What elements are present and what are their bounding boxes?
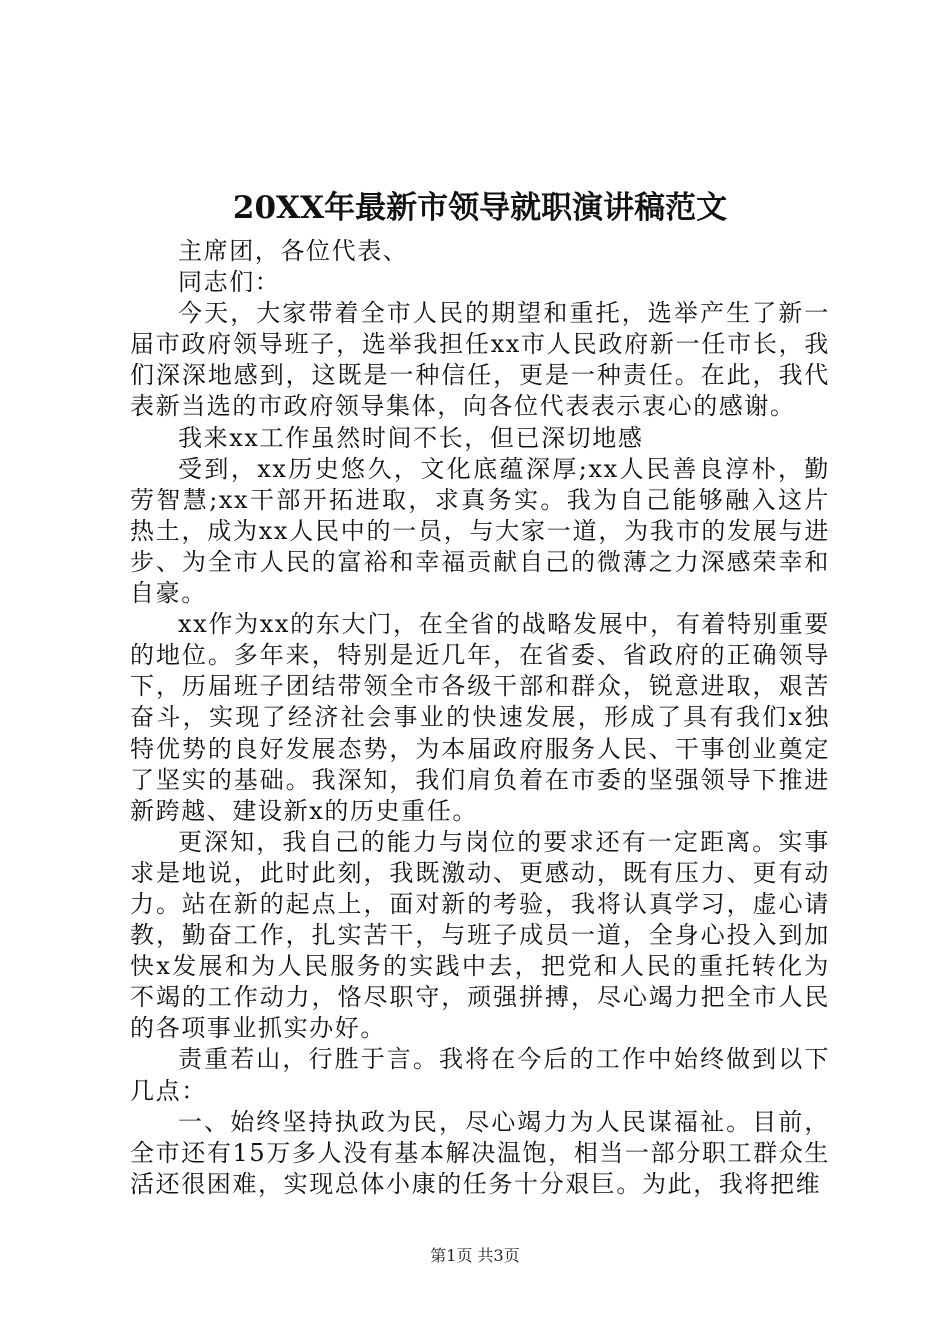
paragraph-opening: 今天，大家带着全市人民的期望和重托，选举产生了新一届市政府领导班子，选举我担任xx市人民政府新一任市长，我们深深地感到，这既是一种信任，更是一种责任。在此，我代表新当选的市政府领导集体，向各位代表表示衷心的感谢。: [130, 299, 830, 421]
salutation-line-1: 主席团，各位代表、: [178, 237, 409, 265]
paragraph-city-status: xx作为xx的东大门，在全省的战略发展中，有着特别重要的地位。多年来，特别是近几年，在省委、省政府的正确领导下，历届班子团结带领全市各级干部和群众，锐意进取，艰苦奋斗，实现了经济社会事业的快速发展，形成了具有我们x独特优势的良好发展态势，为本届政府服务人民、干事创业奠定了坚实的基础。我深知，我们肩负着在市委的坚强领导下推进新跨越、建设新x的历史重任。: [130, 610, 830, 825]
paragraph-arrival: 我来xx工作虽然时间不长，但已深切地感: [178, 423, 644, 452]
paragraph-impressions: 受到，xx历史悠久，文化底蕴深厚;xx人民善良淳朴，勤劳智慧;xx干部开拓进取，求真务实。我为自己能够融入这片热土，成为xx人民中的一员，与大家一道，为我市的发展与进步、为全市人民的富裕和幸福贡献自己的微薄之力深感荣幸和自豪。: [130, 454, 830, 608]
page-number-footer: 第1页 共3页: [430, 1246, 520, 1265]
salutation-line-2: 同志们：: [178, 268, 281, 297]
document-title: 20XX年最新市领导就职演讲稿范文: [232, 190, 728, 226]
paragraph-point-one: 一、始终坚持执政为民，尽心竭力为人民谋福祉。目前，全市还有15万多人没有基本解决温饱，相当一部分职工群众生活还很困难，实现总体小康的任务十分艰巨。为此，我将把维: [130, 1107, 830, 1198]
paragraph-self-assessment: 更深知，我自己的能力与岗位的要求还有一定距离。实事求是地说，此时此刻，我既激动、更感动，既有压力、更有动力。站在新的起点上，面对新的考验，我将认真学习，虚心请教，勤奋工作，扎实苦干，与班子成员一道，全身心投入到加快x发展和为人民服务的实践中去，把党和人民的重托转化为不竭的工作动力，恪尽职守，顽强拼搏，尽心竭力把全市人民的各项事业抓实办好。: [130, 827, 830, 1043]
paragraph-commitment-intro: 责重若山，行胜于言。我将在今后的工作中始终做到以下几点：: [130, 1045, 830, 1105]
document-body: [130, 236, 830, 1200]
